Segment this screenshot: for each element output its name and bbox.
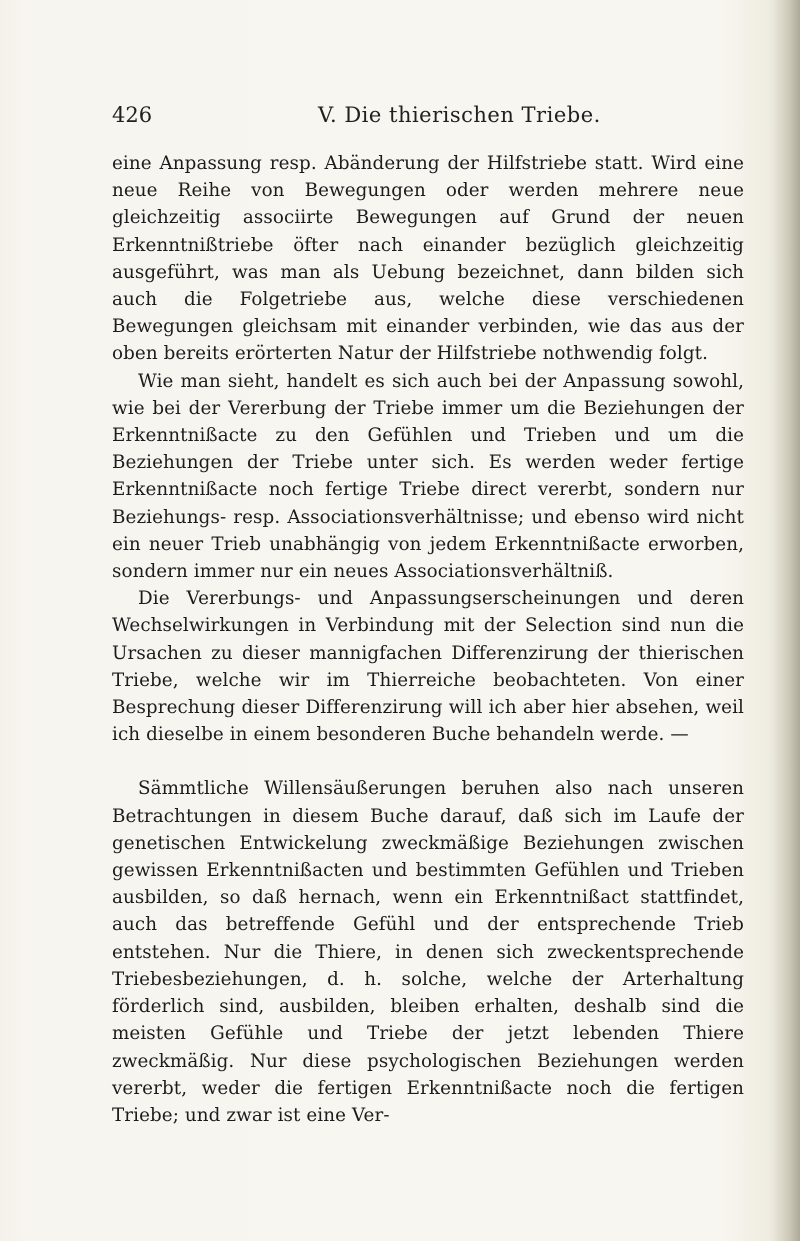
body-text [112,150,744,1129]
page-edge-shadow [772,0,800,1241]
paragraph: Die Vererbungs- und Anpassungserscheinungen und deren Wechselwirkungen in Verbindung mit der Selection sind nun die Ursachen zu dieser mannigfachen Differenzirung der thierischen Triebe, welche wir im Thierreiche beobachteten. Von einer Besprechung dieser Differenzirung will ich aber hier absehen, weil ich dieselbe in einem besonderen Buche behandeln werde. — [112,588,744,746]
running-head [112,103,752,135]
page-number: 426 [112,103,153,127]
paragraph-continuation: eine Anpassung resp. Abänderung der Hilfstriebe statt. Wird eine neue Reihe von Bewegungen oder werden mehrere neue gleichzeitig associirte Bewegungen auf Grund der neuen Erkenntnißtriebe öfter nach einander bezüglich gleichzeitig ausgeführt, was man als Uebung bezeichnet, dann bilden sich auch die Folgetriebe aus, welche diese verschiedenen Bewegungen gleichsam mit einander verbinden, wie das aus der oben bereits erörterten Natur der Hilfstriebe nothwendig folgt. [112,153,744,365]
paragraph: Wie man sieht, handelt es sich auch bei der Anpassung sowohl, wie bei der Vererbung der Triebe immer um die Beziehungen der Erkenntnißacte zu den Gefühlen und Trieben und um die Beziehungen der Triebe unter sich. Es werden weder fertige Erkenntnißacte noch fertige Triebe direct vererbt, sondern nur Beziehungs- resp. Associationsverhältnisse; und ebenso wird nicht ein neuer Trieb unabhängig von jedem Erkenntnißacte erworben, sondern immer nur ein neues Associationsverhältniß. [112,370,744,583]
paragraph: Sämmtliche Willensäußerungen beruhen also nach unseren Betrachtungen in diesem Buche darauf, daß sich im Laufe der genetischen Entwickelung zweckmäßige Beziehungen zwischen gewissen Erkenntnißacten und bestimmten Gefühlen und Trieben ausbilden, so daß hernach, wenn ein Erkenntnißact stattfindet, auch das betreffende Gefühl und der entsprechende Trieb entstehen. Nur die Thiere, in denen sich zweckentsprechende Triebesbeziehungen, d. h. solche, welche der Arterhaltung förderlich sind, ausbilden, bleiben erhalten, deshalb sind die meisten Gefühle und Triebe der jetzt lebenden Thiere zweckmäßig. Nur diese psychologischen Beziehungen werden vererbt, weder die fertigen Erkenntnißacte noch die fertigen Triebe; und zwar ist eine Ver- [112,778,744,1126]
chapter-title: V. Die thierischen Triebe. [318,103,601,127]
